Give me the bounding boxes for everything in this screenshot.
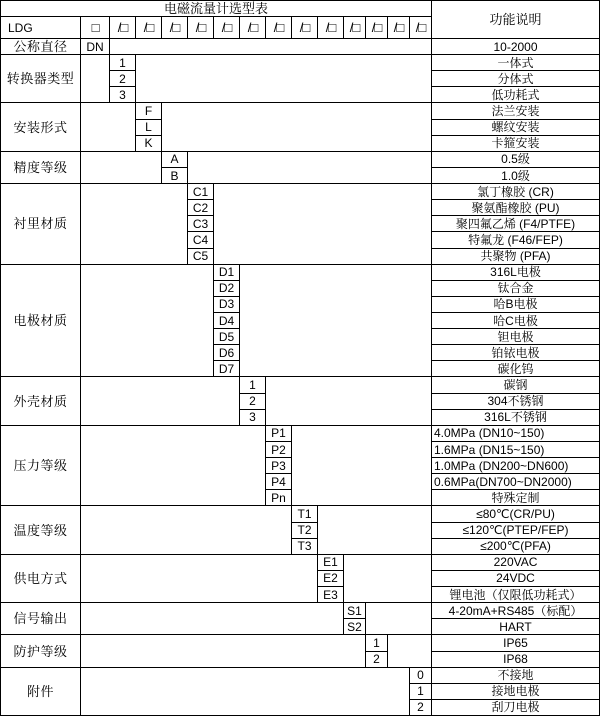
option-description: 低功耗式 [432, 87, 600, 103]
empty-filler [81, 603, 344, 635]
option-code: 1 [240, 377, 266, 393]
option-description: 1.0MPa (DN200~DN600) [432, 458, 600, 474]
option-description: 220VAC [432, 555, 600, 571]
empty-filler [292, 426, 432, 507]
option-code: 3 [240, 410, 266, 426]
empty-filler [266, 377, 432, 425]
category-label: 温度等级 [1, 506, 81, 554]
option-description: 钽电极 [432, 329, 600, 345]
model-code-slash-box: /□ [344, 17, 366, 39]
option-code: B [162, 168, 188, 184]
empty-filler [188, 152, 432, 184]
empty-filler [318, 506, 432, 554]
option-code: P1 [266, 426, 292, 442]
option-code: F [136, 103, 162, 119]
option-code: 1 [366, 635, 388, 651]
option-code: P2 [266, 442, 292, 458]
option-description: 螺纹安装 [432, 120, 600, 136]
option-code: C1 [188, 184, 214, 200]
option-description: 316L电极 [432, 265, 600, 281]
option-code: Pn [266, 490, 292, 506]
empty-filler [81, 152, 162, 184]
model-code-slash-box: /□ [214, 17, 240, 39]
option-description: 哈B电极 [432, 297, 600, 313]
option-code: D3 [214, 297, 240, 313]
option-description: 4-20mA+RS485（标配） [432, 603, 600, 619]
option-code: D2 [214, 281, 240, 297]
option-code: E1 [318, 555, 344, 571]
option-code: 1 [110, 55, 136, 71]
option-code: 0 [410, 668, 432, 684]
option-description: 共聚物 (PFA) [432, 249, 600, 265]
empty-filler [214, 184, 432, 265]
empty-filler [81, 103, 136, 151]
empty-filler [388, 635, 432, 667]
option-description: 钛合金 [432, 281, 600, 297]
option-code: E2 [318, 571, 344, 587]
option-code: A [162, 152, 188, 168]
category-label: 衬里材质 [1, 184, 81, 265]
category-label: 精度等级 [1, 152, 81, 184]
category-label: 安装形式 [1, 103, 81, 151]
empty-filler [366, 603, 432, 635]
option-description: 特氟龙 (F46/FEP) [432, 232, 600, 248]
model-code-slash-box: /□ [366, 17, 388, 39]
option-description: ≤120℃(PTEP/FEP) [432, 523, 600, 539]
option-description: 0.5级 [432, 152, 600, 168]
category-label: 供电方式 [1, 555, 81, 603]
option-description: 24VDC [432, 571, 600, 587]
empty-filler [81, 506, 292, 554]
option-description: 4.0MPa (DN10~150) [432, 426, 600, 442]
option-code: S1 [344, 603, 366, 619]
model-code-slash-box: /□ [266, 17, 292, 39]
empty-filler [81, 55, 110, 103]
option-description: 刮刀电极 [432, 700, 600, 716]
empty-filler [162, 103, 432, 151]
option-code: 1 [410, 684, 432, 700]
option-code: C3 [188, 216, 214, 232]
option-description: 锂电池（仅限低功耗式） [432, 587, 600, 603]
empty-filler [240, 265, 432, 378]
option-description: 接地电极 [432, 684, 600, 700]
category-label: 转换器类型 [1, 55, 81, 103]
empty-filler [81, 555, 318, 603]
empty-filler [81, 668, 410, 716]
option-code: 2 [366, 652, 388, 668]
option-code: C4 [188, 232, 214, 248]
model-code-slash-box: /□ [162, 17, 188, 39]
option-description: 哈C电极 [432, 313, 600, 329]
empty-filler [81, 635, 366, 667]
option-description: 0.6MPa(DN700~DN2000) [432, 474, 600, 490]
option-code: 2 [110, 71, 136, 87]
option-code: P4 [266, 474, 292, 490]
option-description: 碳钢 [432, 377, 600, 393]
option-description: 卡箍安装 [432, 136, 600, 152]
model-code-slash-box: /□ [318, 17, 344, 39]
option-code: 3 [110, 87, 136, 103]
option-code: L [136, 120, 162, 136]
function-column-header: 功能说明 [432, 1, 600, 39]
option-code: C5 [188, 249, 214, 265]
option-description: ≤200℃(PFA) [432, 539, 600, 555]
option-code: T3 [292, 539, 318, 555]
option-description: 316L不锈钢 [432, 410, 600, 426]
empty-filler [81, 265, 214, 378]
option-description: 聚四氟乙烯 (F4/PTFE) [432, 216, 600, 232]
option-description: ≤80℃(CR/PU) [432, 506, 600, 522]
option-code: T1 [292, 506, 318, 522]
option-code: D5 [214, 329, 240, 345]
option-code: D6 [214, 345, 240, 361]
option-code: T2 [292, 523, 318, 539]
option-description: HART [432, 619, 600, 635]
option-code: S2 [344, 619, 366, 635]
empty-filler [81, 426, 266, 507]
option-code: 2 [240, 394, 266, 410]
option-code: 2 [410, 700, 432, 716]
empty-filler [110, 39, 432, 55]
option-description: 10-2000 [432, 39, 600, 55]
option-description: 不接地 [432, 668, 600, 684]
option-description: 1.0级 [432, 168, 600, 184]
option-description: 1.6MPa (DN15~150) [432, 442, 600, 458]
option-description: 304不锈钢 [432, 394, 600, 410]
model-code-box: □ [81, 17, 110, 39]
option-code: E3 [318, 587, 344, 603]
option-code: K [136, 136, 162, 152]
model-code-slash-box: /□ [240, 17, 266, 39]
model-prefix: LDG [1, 17, 81, 39]
model-code-slash-box: /□ [110, 17, 136, 39]
model-code-slash-box: /□ [136, 17, 162, 39]
category-label: 外壳材质 [1, 377, 81, 425]
option-description: 氯丁橡胶 (CR) [432, 184, 600, 200]
option-description: IP65 [432, 635, 600, 651]
category-label: 附件 [1, 668, 81, 716]
model-code-slash-box: /□ [388, 17, 410, 39]
empty-filler [344, 555, 432, 603]
category-label: 电极材质 [1, 265, 81, 378]
option-code: D7 [214, 361, 240, 377]
option-code: D1 [214, 265, 240, 281]
model-code-slash-box: /□ [410, 17, 432, 39]
option-description: 碳化钨 [432, 361, 600, 377]
empty-filler [81, 377, 240, 425]
model-code-slash-box: /□ [188, 17, 214, 39]
option-code: C2 [188, 200, 214, 216]
option-description: IP68 [432, 652, 600, 668]
empty-filler [81, 184, 188, 265]
empty-filler [136, 55, 432, 103]
option-code: D4 [214, 313, 240, 329]
option-description: 特殊定制 [432, 490, 600, 506]
category-label: 信号输出 [1, 603, 81, 635]
option-description: 铂铱电极 [432, 345, 600, 361]
option-description: 法兰安装 [432, 103, 600, 119]
category-label: 压力等级 [1, 426, 81, 507]
option-description: 分体式 [432, 71, 600, 87]
table-title: 电磁流量计选型表 [1, 1, 432, 17]
option-code: P3 [266, 458, 292, 474]
category-label: 防护等级 [1, 635, 81, 667]
option-description: 一体式 [432, 55, 600, 71]
category-label: 公称直径 [1, 39, 81, 55]
option-code: DN [81, 39, 110, 55]
option-description: 聚氨酯橡胶 (PU) [432, 200, 600, 216]
model-code-slash-box: /□ [292, 17, 318, 39]
